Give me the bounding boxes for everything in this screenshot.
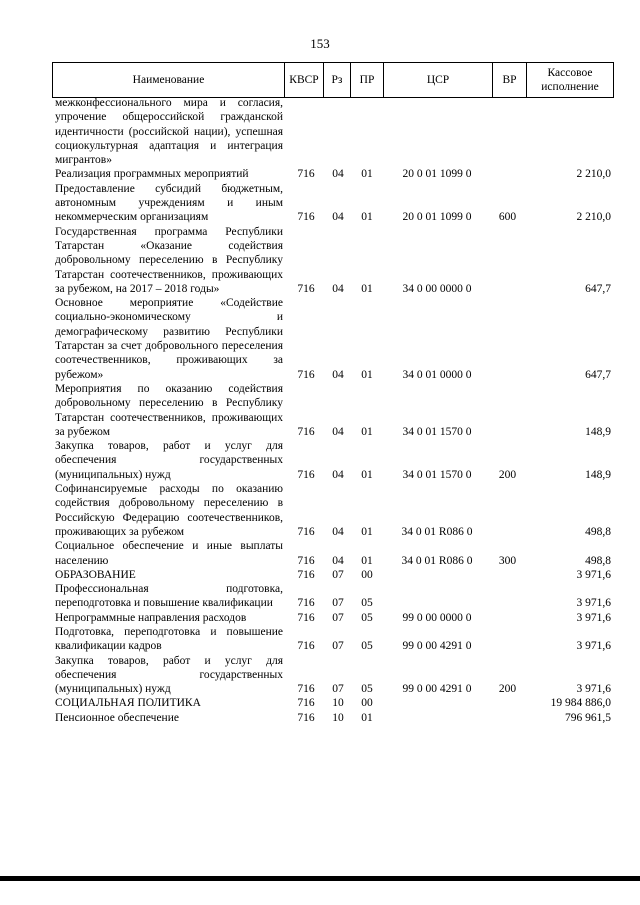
row-sum: 796 961,5 bbox=[565, 711, 611, 724]
row-sum: 498,8 bbox=[585, 554, 611, 567]
row-vr: 200 bbox=[498, 683, 517, 696]
row-vr: 200 bbox=[498, 468, 517, 481]
row-name: Профессиональная подготовка, переподготовка и повышение квалификации bbox=[55, 583, 283, 610]
row-kvsr: 716 bbox=[297, 683, 315, 696]
row-rz: 10 bbox=[332, 711, 344, 724]
row-kvsr: 716 bbox=[297, 597, 315, 610]
header-vr: ВР bbox=[493, 63, 527, 97]
row-csr: 34 0 01 R086 0 bbox=[401, 554, 473, 567]
row-csr: 99 0 00 4291 0 bbox=[402, 683, 472, 696]
row-name: СОЦИАЛЬНАЯ ПОЛИТИКА bbox=[55, 697, 201, 710]
row-name: Пенсионное обеспечение bbox=[55, 711, 179, 724]
table-row bbox=[55, 568, 611, 582]
row-pr: 05 bbox=[361, 597, 373, 610]
row-rz: 04 bbox=[332, 211, 344, 224]
row-rz: 04 bbox=[332, 468, 344, 481]
row-kvsr: 716 bbox=[297, 368, 315, 381]
table-row bbox=[55, 225, 611, 296]
row-csr: 20 0 01 1099 0 bbox=[402, 168, 472, 181]
row-csr: 34 0 01 1570 0 bbox=[402, 468, 472, 481]
table-row bbox=[55, 96, 611, 167]
header-kvsr: КВСР bbox=[285, 63, 324, 97]
row-kvsr: 716 bbox=[297, 525, 315, 538]
row-kvsr: 716 bbox=[297, 168, 315, 181]
row-kvsr: 716 bbox=[297, 425, 315, 438]
row-name: Государственная программа Республики Татарстан «Оказание содействия добровольному переселению в Республику Татарстан соотечественников, проживающих за рубежом, на 2017 – 2018 годы» bbox=[55, 225, 283, 295]
row-pr: 01 bbox=[361, 425, 373, 438]
row-csr: 34 0 01 R086 0 bbox=[401, 525, 473, 538]
row-sum: 3 971,6 bbox=[576, 597, 611, 610]
row-rz: 07 bbox=[332, 683, 344, 696]
row-kvsr: 716 bbox=[297, 211, 315, 224]
row-name: Реализация программных мероприятий bbox=[55, 168, 249, 181]
row-sum: 498,8 bbox=[585, 525, 611, 538]
row-kvsr: 716 bbox=[297, 697, 315, 710]
row-vr: 600 bbox=[498, 211, 517, 224]
header-rz: Рз bbox=[324, 63, 351, 97]
row-pr: 01 bbox=[361, 168, 373, 181]
table-row bbox=[55, 167, 611, 181]
header-pr: ПР bbox=[351, 63, 384, 97]
row-sum: 2 210,0 bbox=[576, 211, 611, 224]
row-rz: 07 bbox=[332, 568, 344, 581]
row-pr: 01 bbox=[361, 525, 373, 538]
row-sum: 647,7 bbox=[585, 368, 611, 381]
row-name: Основное мероприятие «Содействие социально-экономическому и демографическому развитию Республики Татарстан за счет добровольного переселения соотечественников, проживающих за рубежом» bbox=[55, 297, 283, 381]
row-rz: 04 bbox=[332, 168, 344, 181]
row-name: ОБРАЗОВАНИЕ bbox=[55, 568, 136, 581]
row-rz: 07 bbox=[332, 611, 344, 624]
row-sum: 3 971,6 bbox=[576, 683, 611, 696]
row-rz: 04 bbox=[332, 425, 344, 438]
row-kvsr: 716 bbox=[297, 282, 315, 295]
row-rz: 04 bbox=[332, 554, 344, 567]
row-kvsr: 716 bbox=[297, 468, 315, 481]
table-row bbox=[55, 382, 611, 439]
row-csr: 20 0 01 1099 0 bbox=[402, 211, 472, 224]
row-pr: 01 bbox=[361, 368, 373, 381]
row-rz: 07 bbox=[332, 640, 344, 653]
table-row bbox=[55, 711, 611, 725]
row-csr: 99 0 00 0000 0 bbox=[402, 611, 472, 624]
row-name: Предоставление субсидий бюджетным, автономным учреждениям и иным некоммерческим организациям bbox=[55, 182, 283, 224]
table-row bbox=[55, 482, 611, 539]
row-pr: 05 bbox=[361, 683, 373, 696]
row-name: Софинансируемые расходы по оказанию содействия добровольному переселению в Российскую Федерацию соотечественников, проживающих за рубежом bbox=[55, 483, 283, 538]
row-name: межконфессионального мира и согласия, упрочение общероссийской гражданской идентичности (российской нации), успешная социокультурная адаптация и интеграция мигрантов» bbox=[55, 97, 283, 167]
row-sum: 3 971,6 bbox=[576, 568, 611, 581]
header-sum: Кассовое исполнение bbox=[541, 67, 599, 93]
row-rz: 04 bbox=[332, 368, 344, 381]
row-sum: 647,7 bbox=[585, 282, 611, 295]
table-row bbox=[55, 654, 611, 697]
row-pr: 00 bbox=[361, 697, 373, 710]
table-row bbox=[55, 182, 611, 225]
row-sum: 2 210,0 bbox=[576, 168, 611, 181]
table-body bbox=[55, 96, 611, 725]
row-kvsr: 716 bbox=[297, 554, 315, 567]
row-sum: 19 984 886,0 bbox=[550, 697, 611, 710]
row-kvsr: 716 bbox=[297, 568, 315, 581]
row-kvsr: 716 bbox=[297, 640, 315, 653]
row-rz: 04 bbox=[332, 282, 344, 295]
row-pr: 00 bbox=[361, 568, 373, 581]
row-sum: 3 971,6 bbox=[576, 611, 611, 624]
row-sum: 148,9 bbox=[585, 468, 611, 481]
scan-edge-bar bbox=[0, 876, 640, 881]
row-rz: 04 bbox=[332, 525, 344, 538]
row-name: Мероприятия по оказанию содействия добровольному переселению в Республику Татарстан соотечественников, проживающих за рубежом bbox=[55, 382, 283, 438]
row-csr: 34 0 00 0000 0 bbox=[402, 282, 472, 295]
row-pr: 05 bbox=[361, 611, 373, 624]
row-pr: 01 bbox=[361, 282, 373, 295]
row-name: Закупка товаров, работ и услуг для обеспечения государственных (муниципальных) нужд bbox=[55, 440, 283, 481]
page-number: 153 bbox=[310, 36, 330, 51]
row-pr: 01 bbox=[361, 468, 373, 481]
row-rz: 07 bbox=[332, 597, 344, 610]
row-pr: 05 bbox=[361, 640, 373, 653]
row-sum: 3 971,6 bbox=[576, 640, 611, 653]
header-name: Наименование bbox=[53, 63, 285, 97]
row-name: Непрограммные направления расходов bbox=[55, 611, 247, 624]
row-sum: 148,9 bbox=[585, 425, 611, 438]
table-row bbox=[55, 625, 611, 654]
row-name: Подготовка, переподготовка и повышение квалификации кадров bbox=[55, 625, 283, 653]
row-csr: 99 0 00 4291 0 bbox=[402, 640, 472, 653]
row-kvsr: 716 bbox=[297, 711, 315, 724]
row-rz: 10 bbox=[332, 697, 344, 710]
row-pr: 01 bbox=[361, 211, 373, 224]
header-csr: ЦСР bbox=[384, 63, 493, 97]
row-csr: 34 0 01 1570 0 bbox=[402, 425, 472, 438]
table-row bbox=[55, 296, 611, 382]
row-vr: 300 bbox=[498, 554, 517, 567]
table-row bbox=[55, 582, 611, 611]
row-kvsr: 716 bbox=[297, 611, 315, 624]
row-name: Закупка товаров, работ и услуг для обеспечения государственных (муниципальных) нужд bbox=[55, 654, 283, 696]
table-row bbox=[55, 539, 611, 568]
table-row bbox=[55, 611, 611, 625]
table-row bbox=[55, 439, 611, 482]
row-pr: 01 bbox=[361, 711, 373, 724]
table-header bbox=[52, 62, 614, 98]
table-row bbox=[55, 696, 611, 710]
row-csr: 34 0 01 0000 0 bbox=[402, 368, 472, 381]
row-pr: 01 bbox=[361, 554, 373, 567]
row-name: Социальное обеспечение и иные выплаты населению bbox=[55, 540, 283, 567]
